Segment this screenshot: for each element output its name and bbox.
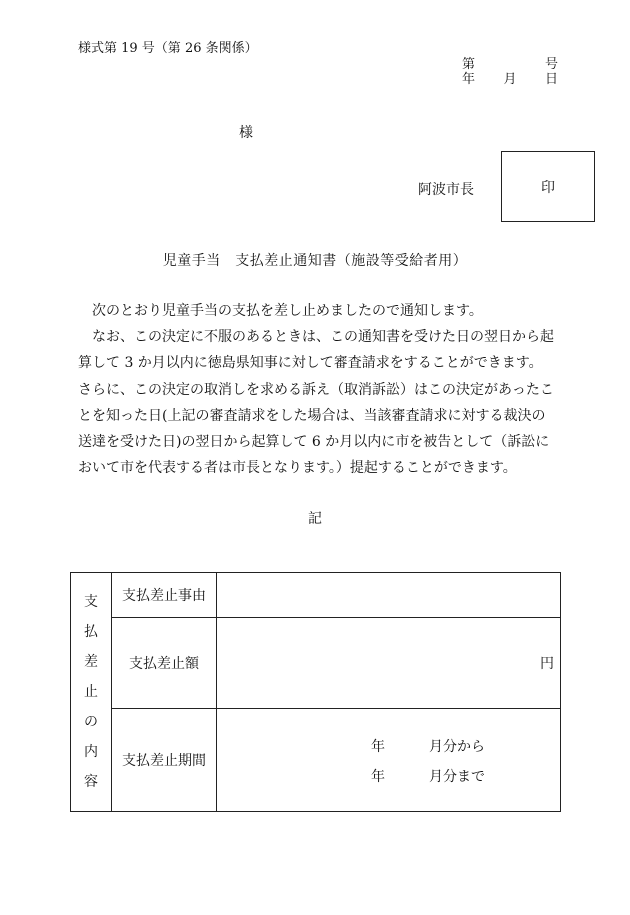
form-number: 様式第 19 号（第 26 条関係） <box>78 41 258 56</box>
amount-unit: 円 <box>540 656 554 672</box>
amount-value-cell[interactable] <box>217 618 561 709</box>
body-paragraph-1: 次のとおり児童手当の支払を差し止めましたので通知します。 <box>92 303 483 319</box>
reason-label: 支払差止事由 <box>112 573 217 618</box>
period-from <box>371 736 485 756</box>
period-to-month: 月分まで <box>429 769 485 785</box>
table-row-reason <box>71 573 561 618</box>
side-heading <box>71 573 112 812</box>
record-label: 記 <box>308 511 322 527</box>
date-day-label: 日 <box>544 72 558 87</box>
number-label-go: 号 <box>544 57 558 72</box>
side-heading-char: 容 <box>84 774 98 790</box>
reason-value-cell[interactable] <box>217 573 561 618</box>
period-to <box>371 766 485 786</box>
period-to-year: 年 <box>371 769 385 785</box>
date-year-label: 年 <box>462 72 476 87</box>
period-label: 支払差止期間 <box>112 709 217 812</box>
document-date-row <box>462 68 558 87</box>
side-heading-char: 差 <box>84 654 98 670</box>
period-from-year: 年 <box>371 739 385 755</box>
table-row-period <box>71 709 561 812</box>
side-heading-char: 内 <box>84 744 98 760</box>
side-heading-char: 支 <box>84 594 98 610</box>
date-month-label: 月 <box>503 72 517 87</box>
period-from-month: 月分から <box>429 739 485 755</box>
period-value-cell[interactable] <box>217 709 561 812</box>
body-paragraph-2: なお、この決定に不服のあるときは、この通知書を受けた日の翌日から起算して 3 か月以内に徳島県知事に対して審査請求をすることができます。さらに、この決定の取消しを求める訴え（取消訴訟）はこの決定があったことを知った日(上記の審査請求をした場合は、当該審査請求に対する裁決の送達を受けた日)の翌日から起算して 6 か月以内に市を被告として（訴訟において市を代表する者は市長となります。）提起することができます。 <box>78 329 554 477</box>
side-heading-char: 払 <box>84 624 98 640</box>
stop-details-table <box>70 572 561 812</box>
table-row-amount <box>71 618 561 709</box>
seal-label: 印 <box>541 179 555 196</box>
document-title: 児童手当 支払差止通知書（施設等受給者用） <box>162 253 468 269</box>
addressee-suffix: 様 <box>239 125 253 141</box>
side-heading-char: の <box>84 714 98 730</box>
amount-label: 支払差止額 <box>112 618 217 709</box>
seal-box <box>501 151 595 222</box>
issuer-name: 阿波市長 <box>418 182 474 198</box>
notice-body <box>78 298 556 481</box>
number-label-dai: 第 <box>462 57 476 72</box>
side-heading-char: 止 <box>84 684 98 700</box>
